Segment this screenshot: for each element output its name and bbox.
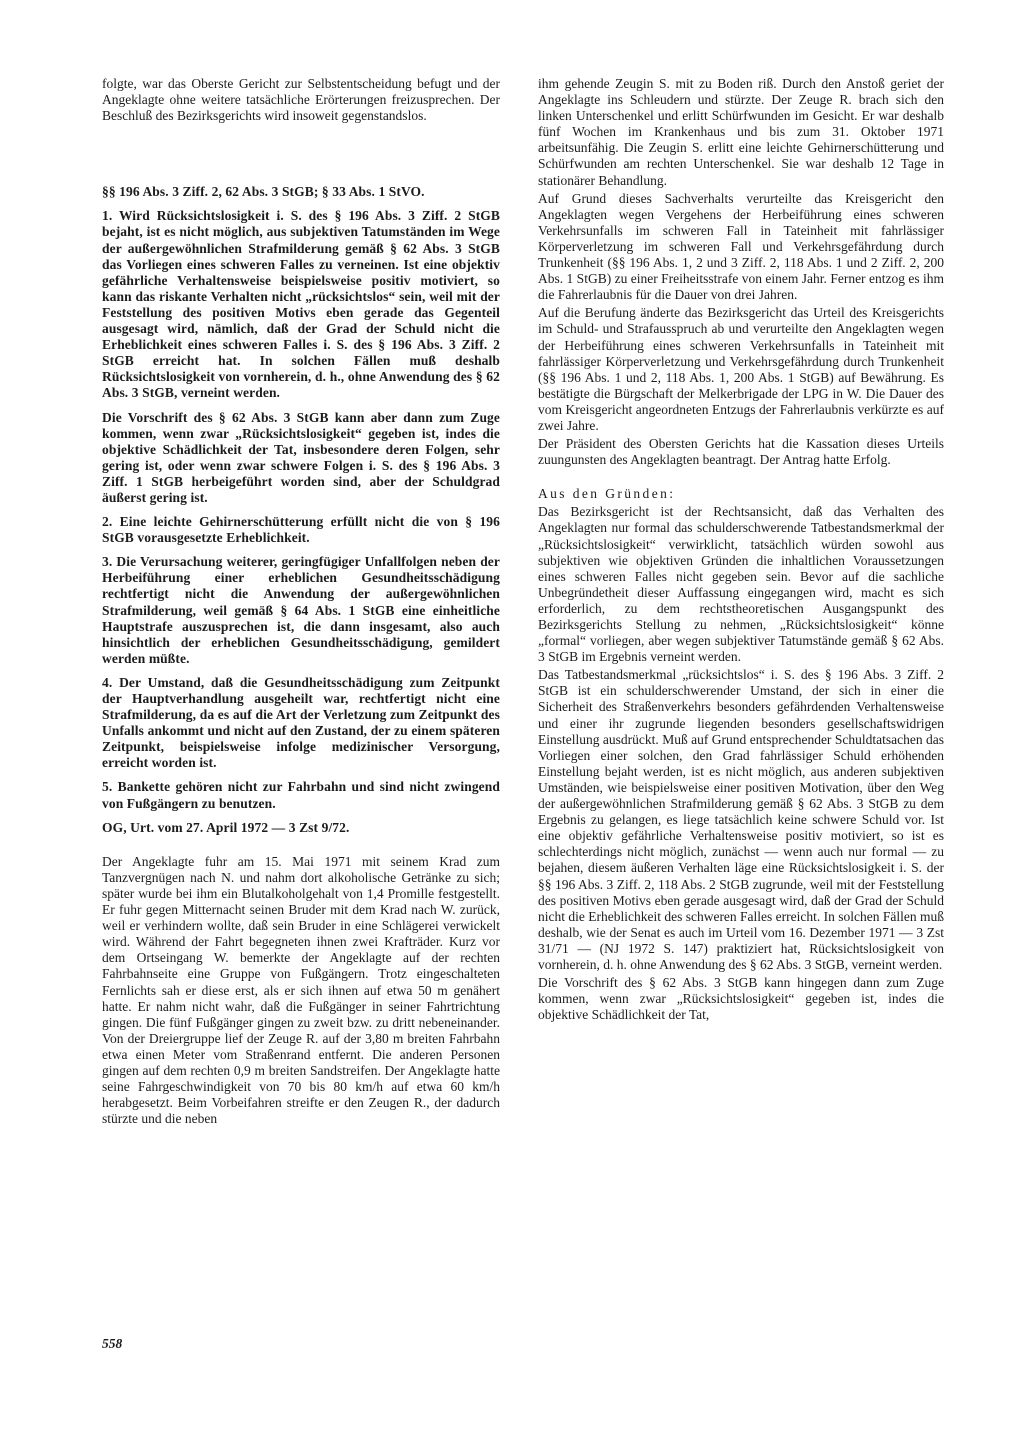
reasons-paragraph-3: Die Vorschrift des § 62 Abs. 3 StGB kann hingegen dann zum Zuge kommen, wenn zwar „Rücksichtslosigkeit“ gegeben ist, indes die objektive Schädlichkeit der Tat, [538,975,944,1023]
reasons-paragraph-1: Das Bezirksgericht ist der Rechtsansicht, daß das Verhalten des Angeklagten nur formal das schulderschwerende Tatbestandsmerkmal der „Rücksichtslosigkeit“ verwirklicht, tatsächlich würden sowohl aus subjektiven wie objektiven Gründen die inhaltlichen Voraussetzungen eines schweren Falles nicht gegeben sein. Bevor auf die sachliche Unbegründetheit dieser Auffassung eingegangen wird, macht es sich erforderlich, zu dem rechtstheoretischen Ausgangspunkt des Bezirksgerichts Stellung zu nehmen, „Rücksichtslosigkeit“ könne „formal“ vorliegen, aber wegen subjektiver Tatumstände gemäß § 62 Abs. 3 StGB im Ergebnis verneint werden. [538,504,944,665]
decision-reference: OG, Urt. vom 27. April 1972 — 3 Zst 9/72. [102,819,350,835]
facts-paragraph: Der Angeklagte fuhr am 15. Mai 1971 mit seinem Krad zum Tanzvergnügen nach N. und nahm dort alkoholische Getränke zu sich; später wurde bei ihm ein Blutalkoholgehalt von 1,4 Promille festgestellt. Er fuhr gegen Mitternacht seinen Bruder mit dem Krad nach W. zurück, weil er verhindern wollte, daß sein Bruder in eine Schlägerei verwickelt wird. Während der Fahrt begegneten ihnen zwei Krafträder. Kurz vor dem Ortseingang W. bemerkte der Angeklagte auf der rechten Fahrbahnseite eine Gruppe von Fußgängern. Trotz eingeschalteten Fernlichts sah er diese erst, als er sich ihnen auf etwa 50 m genähert hatte. Er nahm nicht wahr, daß die Fußgänger in seiner Fahrtrichtung gingen. Die fünf Fußgänger gingen zu zweit bzw. zu dritt nebeneinander. Von der Dreiergruppe lief der Zeuge R. auf der 3,80 m breiten Fahrbahn etwa einen Meter vom Straßenrand entfernt. Die anderen Personen gingen auf dem rechten 0,9 m breiten Sandstreifen. Der Angeklagte hatte seine Fahrgeschwindigkeit von 70 bis 80 km/h auf etwa 60 km/h herabgesetzt. Beim Vorbeifahren streifte er den Zeugen R., der dadurch stürzte und die neben [102,853,500,1127]
right-column [538,76,944,1023]
headnote-1-continued: Die Vorschrift des § 62 Abs. 3 StGB kann aber dann zum Zuge kommen, wenn zwar „Rücksichtslosigkeit“ gegeben ist, indes die objektive Schädlichkeit der Tat, insbesondere deren Folgen, sehr gering ist, oder wenn zwar schwere Folgen i. S. des § 196 Abs. 3 Ziff. 1 StGB herbeigeführt worden sind, aber der Schuldgrad äußerst gering ist. [102,409,500,505]
continuation-paragraph: folgte, war das Oberste Gericht zur Selbstentscheidung befugt und der Angeklagte ohne weitere tatsächliche Erörterungen freizusprechen. Der Beschluß des Bezirksgerichts wird insoweit gegenstandslos. [102,76,500,124]
reasons-heading: Aus den Gründen: [538,486,676,502]
facts-continued-paragraph: ihm gehende Zeugin S. mit zu Boden riß. Durch den Anstoß geriet der Angeklagte ins Schleudern und stürzte. Der Zeuge R. brach sich den linken Unterschenkel und erlitt Schürfwunden im Gesicht. Er war deshalb fünf Wochen im Krankenhaus und bis zum 31. Oktober 1971 arbeitsunfähig. Die Zeugin S. erlitt eine leichte Gehirnerschütterung und Schürfwunden am rechten Unterschenkel. Sie war deshalb 12 Tage in stationärer Behandlung. [538,76,944,188]
page-number: 558 [102,1336,123,1351]
cassation-paragraph: Der Präsident des Obersten Gerichts hat die Kassation dieses Urteils zuungunsten des Angeklagten beantragt. Der Antrag hatte Erfolg. [538,436,944,468]
legal-citation: §§ 196 Abs. 3 Ziff. 2, 62 Abs. 3 StGB; § 33 Abs. 1 StVO. [102,184,425,200]
reasons-paragraph-2: Das Tatbestandsmerkmal „rücksichtslos“ i. S. des § 196 Abs. 3 Ziff. 2 StGB ist ein schulderschwerender Umstand, der sich in einer die Sicherheit des Straßenverkehrs besonders gefährdenden Verhaltensweise und einer ihr zugrunde liegenden besonders gesellschaftswidrigen Einstellung ausdrückt. Muß auf Grund entsprechender Schuldtatsachen das Vorliegen einer solchen, den Grad fahrlässiger Schuld erhöhenden Einstellung bejaht werden, ist es nicht möglich, aus anderen subjektiven Umständen, wie beispielsweise einer positiven Motivation, über den Weg der außergewöhnlichen Strafmilderung gemäß § 62 Abs. 3 StGB zu dem Ergebnis zu gelangen, es liege tatsächlich keine schwere Schuld vor. Ist eine objektiv gefährliche Verhaltensweise positiv motiviert, so ist es schlechterdings nicht möglich, zunächst — wenn auch nur formal — zu bejahen, diesem äußeren Verhalten läge eine Rücksichtslosigkeit i. S. der §§ 196 Abs. 3 Ziff. 2, 118 Abs. 2 StGB zugrunde, weil mit der Feststellung des positiven Motivs eben gerade ausgesagt wird, daß der Grad der Schuld nicht die Erheblichkeit des schweren Falles erreicht. In solchen Fällen muß deshalb, wie der Senat es auch im Urteil vom 16. Dezember 1971 — 3 Zst 31/71 — (NJ 1972 S. 147) praktiziert hat, Rücksichtslosigkeit von vornherein, d. h. ohne Anwendung des § 62 Abs. 3 StGB, verneint werden. [538,667,944,972]
headnotes [102,208,500,835]
left-column [102,76,500,1127]
headnote-2: 2. Eine leichte Gehirnerschütterung erfüllt nicht die von § 196 StGB vorausgesetzte Erheblichkeit. [102,514,500,546]
appeal-paragraph: Auf die Berufung änderte das Bezirksgericht das Urteil des Kreisgerichts im Schuld- und Strafausspruch ab und verurteilte den Angeklagten wegen der Herbeiführung eines schweren Verkehrsunfalls in Tateinheit mit fahrlässiger Körperverletzung und Verkehrsgefährdung durch Trunkenheit (§§ 196 Abs. 1 und 2, 118 Abs. 1, 200 Abs. 1 StGB) auf Bewährung. Es bestätigte die Bürgschaft der Melkerbrigade der LPG in W. Die Dauer des vom Kreisgericht angeordneten Entzugs der Fahrerlaubnis verkürzte es auf zwei Jahre. [538,305,944,433]
headnote-3: 3. Die Verursachung weiterer, geringfügiger Unfallfolgen neben der Herbeiführung einer erheblichen Gesundheitsschädigung rechtfertigt nicht die Anwendung der außergewöhnlichen Strafmilderung, weil gemäß § 64 Abs. 1 StGB eine einheitliche Hauptstrafe auszusprechen ist, die dann insgesamt, also auch hinsichtlich der erheblichen Gesundheitsschädigung, gemildert werden müßte. [102,554,500,666]
headnote-1: 1. Wird Rücksichtslosigkeit i. S. des § 196 Abs. 3 Ziff. 2 StGB bejaht, ist es nicht möglich, aus subjektiven Tatumständen im Wege der außergewöhnlichen Strafmilderung gemäß § 62 Abs. 3 StGB das Vorliegen eines schweren Falles zu verneinen. Ist eine objektiv gefährliche Verhaltensweise beispielsweise positiv motiviert, so kann das riskante Verhalten nicht „rücksichtslos“ sein, weil mit der Feststellung des positiven Motivs eben gerade das Gegenteil ausgesagt wird, nämlich, daß der Grad der Schuld nicht die Erheblichkeit eines schweren Falles i. S. des § 196 Abs. 3 Ziff. 2 StGB erreicht hat. In solchen Fällen muß deshalb Rücksichtslosigkeit von vornherein, d. h., ohne Anwendung des § 62 Abs. 3 StGB, verneint werden. [102,208,500,401]
district-court-paragraph: Auf Grund dieses Sachverhalts verurteilte das Kreisgericht den Angeklagten wegen Vergehens der Herbeiführung eines schweren Verkehrsunfalls im schweren Fall in Tateinheit mit fahrlässiger Körperverletzung im schweren Fall und Verkehrsgefährdung durch Trunkenheit (§§ 196 Abs. 1, 2 und 3 Ziff. 2, 118 Abs. 1 und 2 Ziff. 2, 200 Abs. 1 StGB) zu einer Freiheitsstrafe von einem Jahr. Ferner entzog es ihm die Fahrerlaubnis für die Dauer von drei Jahren. [538,190,944,303]
headnote-4: 4. Der Umstand, daß die Gesundheitsschädigung zum Zeitpunkt der Hauptverhandlung ausgeheilt war, rechtfertigt nicht eine Strafmilderung, da es auf die Art der Verletzung zum Zeitpunkt des Unfalls ankommt und nicht auf den Zustand, der zu einem späteren Zeitpunkt, beispielsweise infolge medizinischer Versorgung, erreicht worden ist. [102,674,500,771]
headnote-5: 5. Bankette gehören nicht zur Fahrbahn und sind nicht zwingend von Fußgängern zu benutzen. [102,779,500,811]
